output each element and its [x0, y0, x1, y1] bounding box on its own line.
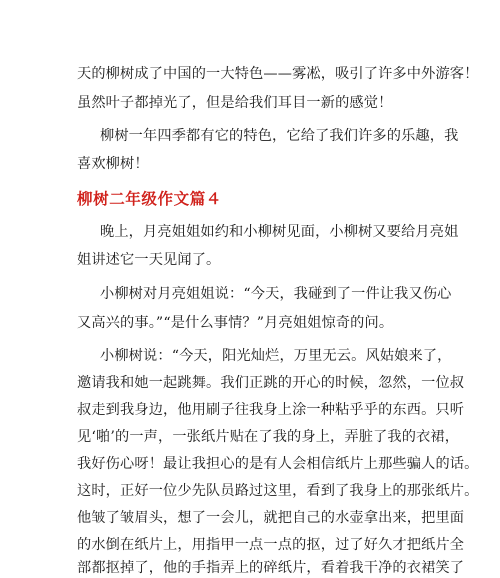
paragraph-line: 柳树一年四季都有它的特色，它给了我们许多的乐趣，我	[100, 128, 459, 144]
paragraph-line: 见‘啪’的一声，一张纸片贴在了我的身上，弄脏了我的衣裙，	[77, 429, 460, 445]
paragraph-line: 这时，正好一位少先队员路过这里，看到了我身上的那张纸片。	[77, 483, 479, 499]
paragraph-line: 我好伤心呀！最让我担心的是有人会相信纸片上那些骗人的话。	[77, 456, 479, 472]
paragraph-line: 小柳树对月亮姐姐说：“今天，我碰到了一件让我又伤心	[100, 286, 452, 302]
paragraph-line: 喜欢柳树！	[77, 156, 149, 172]
paragraph-line: 天的柳树成了中国的一大特色——雾凇，吸引了许多中外游客！	[77, 66, 479, 82]
paragraph-line: 姐讲述它一天见闻了。	[77, 252, 221, 268]
paragraph-line: 又高兴的事。”“是什么事情？”月亮姐姐惊奇的问。	[77, 315, 394, 331]
paragraph-line: 部都抠掉了，他的手指弄上的碎纸片，看着我干净的衣裙笑了	[77, 560, 465, 576]
section-heading: 柳树二年级作文篇４	[77, 189, 222, 208]
paragraph-line: 小柳树说：“今天，阳光灿烂，万里无云。风姑娘来了，	[100, 348, 452, 364]
paragraph-line: 邀请我和她一起跳舞。我们正跳的开心的时候，忽然，一位叔	[77, 375, 465, 391]
paragraph-line: 叔走到我身边，他用刷子往我身上涂一种粘乎乎的东西。只听	[77, 402, 465, 418]
paragraph-line: 虽然叶子都掉光了，但是给我们耳目一新的感觉！	[77, 95, 393, 111]
paragraph-line: 他皱了皱眉头，想了一会儿，就把自己的水壶拿出来，把里面	[77, 510, 465, 526]
paragraph-line: 的水倒在纸片上，用指甲一点一点的抠，过了好久才把纸片全	[77, 537, 465, 553]
paragraph-line: 晚上，月亮姐姐如约和小柳树见面，小柳树又要给月亮姐	[100, 224, 459, 240]
